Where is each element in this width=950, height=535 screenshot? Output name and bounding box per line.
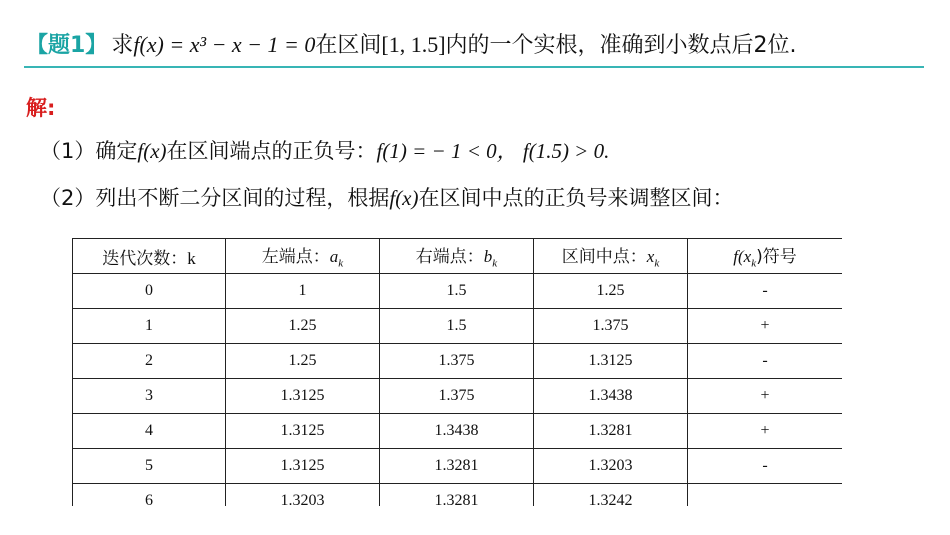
cell-k: 1 bbox=[73, 309, 226, 344]
cell-a: 1 bbox=[226, 274, 380, 309]
cell-b: 1.5 bbox=[380, 274, 534, 309]
bisection-table bbox=[72, 238, 842, 506]
table-row bbox=[73, 344, 843, 379]
problem-interval: [1, 1.5] bbox=[381, 32, 446, 57]
cell-x: 1.375 bbox=[534, 309, 688, 344]
header-sign-sym: f(x bbox=[733, 247, 752, 267]
cell-a: 1.3125 bbox=[226, 379, 380, 414]
step2-suffix: 在区间中点的正负号来调整区间： bbox=[418, 186, 734, 210]
problem-text-middle: 在区间 bbox=[315, 33, 382, 58]
cell-b: 1.5 bbox=[380, 309, 534, 344]
problem-text-suffix: 内的一个实根，准确到小数点后2位. bbox=[445, 33, 797, 58]
cell-b: 1.3438 bbox=[380, 414, 534, 449]
cell-a: 1.3125 bbox=[226, 414, 380, 449]
cell-k: 4 bbox=[73, 414, 226, 449]
step1-values: f(1) = − 1 < 0， f(1.5) > 0. bbox=[376, 139, 610, 163]
step-1 bbox=[40, 135, 609, 165]
step2-prefix: （2）列出不断二分区间的过程，根据 bbox=[40, 186, 390, 210]
header-right-sub: k bbox=[492, 257, 498, 270]
header-mid-sym: x bbox=[646, 247, 655, 267]
header-left-sub: k bbox=[338, 257, 344, 270]
cell-k: 2 bbox=[73, 344, 226, 379]
header-left bbox=[226, 239, 380, 274]
cell-sign: + bbox=[688, 414, 843, 449]
header-mid-text: 区间中点： bbox=[561, 247, 647, 268]
table-row bbox=[73, 484, 843, 507]
cell-a: 1.25 bbox=[226, 344, 380, 379]
cell-x: 1.3203 bbox=[534, 449, 688, 484]
table-header-row bbox=[73, 239, 843, 274]
table-row bbox=[73, 414, 843, 449]
header-sign-tail: )符号 bbox=[756, 247, 797, 268]
table-row bbox=[73, 309, 843, 344]
title-divider bbox=[24, 66, 924, 68]
problem-title bbox=[26, 28, 797, 59]
cell-k: 5 bbox=[73, 449, 226, 484]
step1-middle: 在区间端点的正负号： bbox=[166, 139, 377, 163]
cell-k: 6 bbox=[73, 484, 226, 507]
problem-text-prefix: 求 bbox=[111, 33, 134, 58]
table-row bbox=[73, 379, 843, 414]
solution-label: 解: bbox=[26, 96, 56, 120]
problem-tag: 【题1】 bbox=[26, 33, 108, 58]
cell-x: 1.3281 bbox=[534, 414, 688, 449]
cell-sign bbox=[688, 484, 843, 507]
header-iteration-text: 迭代次数： bbox=[102, 248, 188, 269]
cell-sign: - bbox=[688, 274, 843, 309]
cell-a: 1.3203 bbox=[226, 484, 380, 507]
table-row bbox=[73, 449, 843, 484]
cell-a: 1.3125 bbox=[226, 449, 380, 484]
header-iteration bbox=[73, 239, 226, 274]
step1-fx: f(x) bbox=[137, 139, 167, 163]
cell-k: 0 bbox=[73, 274, 226, 309]
header-left-sym: a bbox=[329, 247, 339, 267]
cell-x: 1.3242 bbox=[534, 484, 688, 507]
step1-prefix: （1）确定 bbox=[40, 139, 138, 163]
cell-k: 3 bbox=[73, 379, 226, 414]
cell-b: 1.375 bbox=[380, 379, 534, 414]
header-mid bbox=[534, 239, 688, 274]
cell-sign: - bbox=[688, 344, 843, 379]
header-iteration-sym: k bbox=[187, 248, 196, 268]
header-mid-sub: k bbox=[654, 257, 660, 270]
problem-equation: f(x) = x³ − x − 1 = 0 bbox=[133, 32, 316, 57]
table-row bbox=[73, 274, 843, 309]
header-right bbox=[380, 239, 534, 274]
cell-x: 1.3438 bbox=[534, 379, 688, 414]
header-right-text: 右端点： bbox=[415, 247, 484, 268]
header-sign bbox=[688, 239, 843, 274]
header-sign-sub: k bbox=[751, 257, 757, 270]
step2-fx: f(x) bbox=[389, 186, 419, 210]
cell-b: 1.3281 bbox=[380, 449, 534, 484]
cell-b: 1.375 bbox=[380, 344, 534, 379]
cell-b: 1.3281 bbox=[380, 484, 534, 507]
cell-sign: - bbox=[688, 449, 843, 484]
header-right-sym: b bbox=[483, 247, 493, 267]
cell-a: 1.25 bbox=[226, 309, 380, 344]
cell-sign: + bbox=[688, 379, 843, 414]
cell-x: 1.3125 bbox=[534, 344, 688, 379]
cell-x: 1.25 bbox=[534, 274, 688, 309]
cell-sign: + bbox=[688, 309, 843, 344]
header-left-text: 左端点： bbox=[261, 247, 330, 268]
bisection-table-container bbox=[72, 238, 842, 506]
step-2 bbox=[40, 182, 734, 212]
